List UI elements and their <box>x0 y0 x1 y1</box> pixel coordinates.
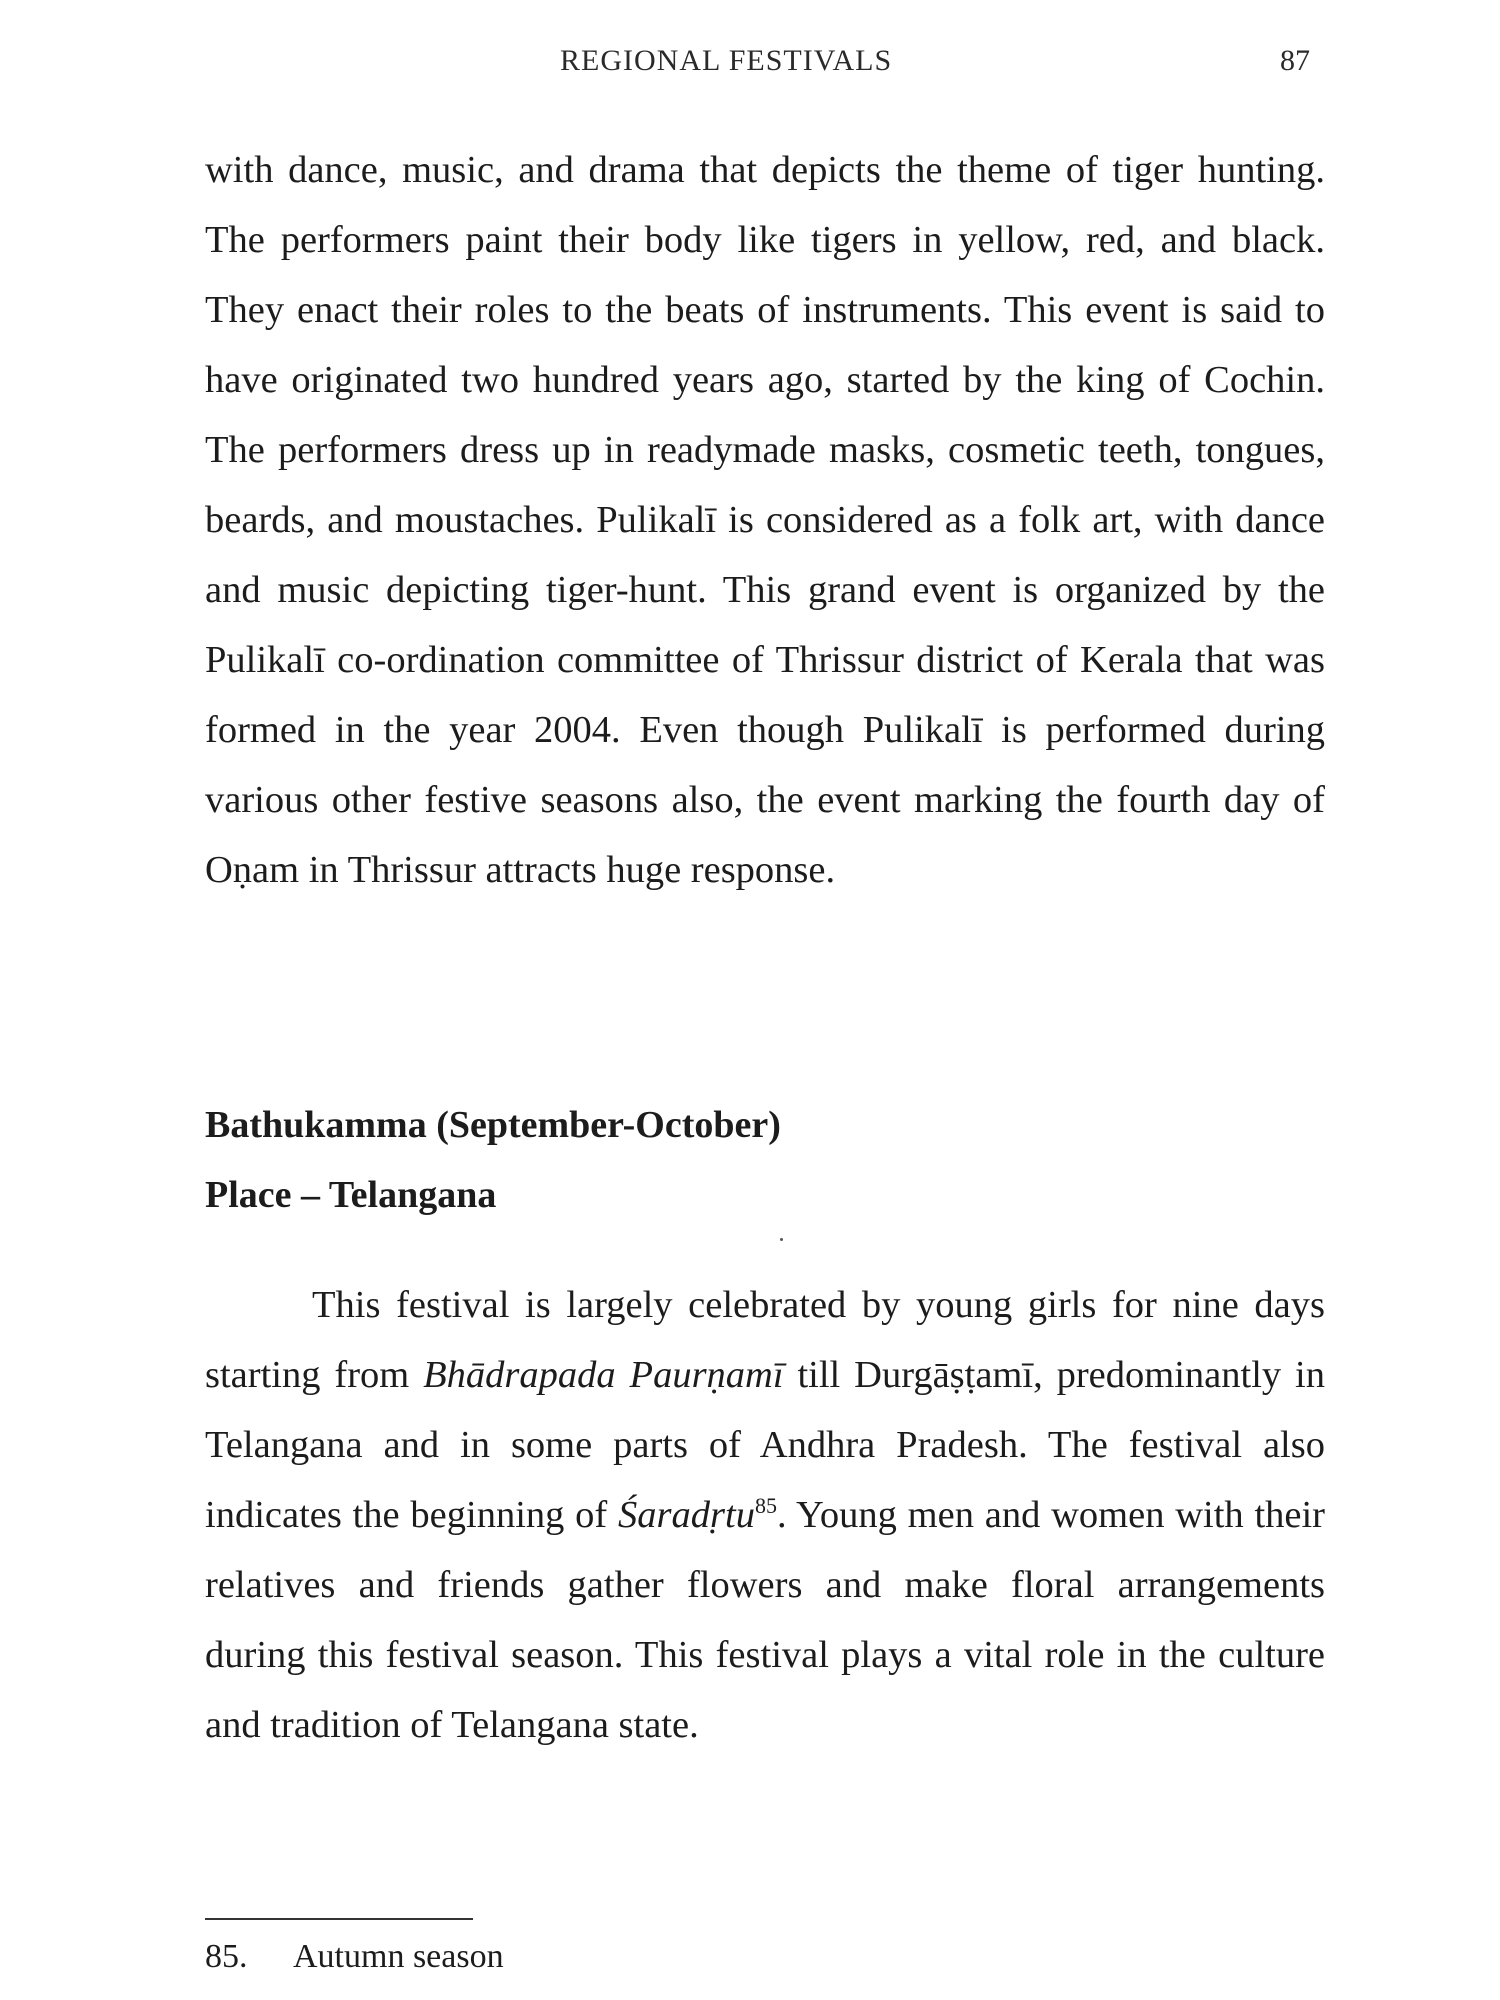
paragraph-text-part-3: . Young men and women with their relatives and friends gather flowers and make floral arrangements during this festival season. This festival plays a vital role in the culture and tradition of Telangana state. <box>205 1494 1325 1746</box>
running-title: REGIONAL FESTIVALS <box>560 44 893 77</box>
footnote-reference[interactable]: 85 <box>754 1493 777 1519</box>
footnote <box>205 1935 504 1979</box>
footnote-number: 85. <box>205 1938 248 1975</box>
print-speck <box>780 1238 783 1241</box>
paragraph-bathukamma <box>205 1270 1325 1760</box>
paragraph-text-part-2: till Durgāṣṭamī, predominantly in Telangana and in some parts of Andhra Pradesh. The festival also indicates the beginning of <box>205 1354 1325 1536</box>
paragraph-pulikali: with dance, music, and drama that depicts the theme of tiger hunting. The performers paint their body like tigers in yellow, red, and black. They enact their roles to the beats of instruments. This event is said to have originated two hundred years ago, started by the king of Cochin. The performers dress up in readymade masks, cosmetic teeth, tongues, beards, and moustaches. Pulikalī is considered as a folk art, with dance and music depicting tiger-hunt. This grand event is organized by the Pulikalī co-ordination committee of Thrissur district of Kerala that was formed in the year 2004. Even though Pulikalī is performed during various other festive seasons also, the event marking the fourth day of Oṇam in Thrissur attracts huge response. <box>205 149 1325 891</box>
section-place: Place – Telangana <box>205 1174 497 1216</box>
running-head <box>0 44 1500 84</box>
italic-term-bhadrapada: Bhādrapada Paurṇamī <box>423 1354 784 1396</box>
paragraph-text-part-1: This festival is largely celebrated by young girls for nine days starting from <box>205 1284 1325 1396</box>
footnote-text: Autumn season <box>293 1938 504 1975</box>
italic-term-saradrtu: Śaradṛtu <box>618 1494 755 1536</box>
footnote-divider <box>205 1918 473 1920</box>
page-number: 87 <box>1280 44 1310 77</box>
section-title: Bathukamma (September-October) <box>205 1104 781 1146</box>
